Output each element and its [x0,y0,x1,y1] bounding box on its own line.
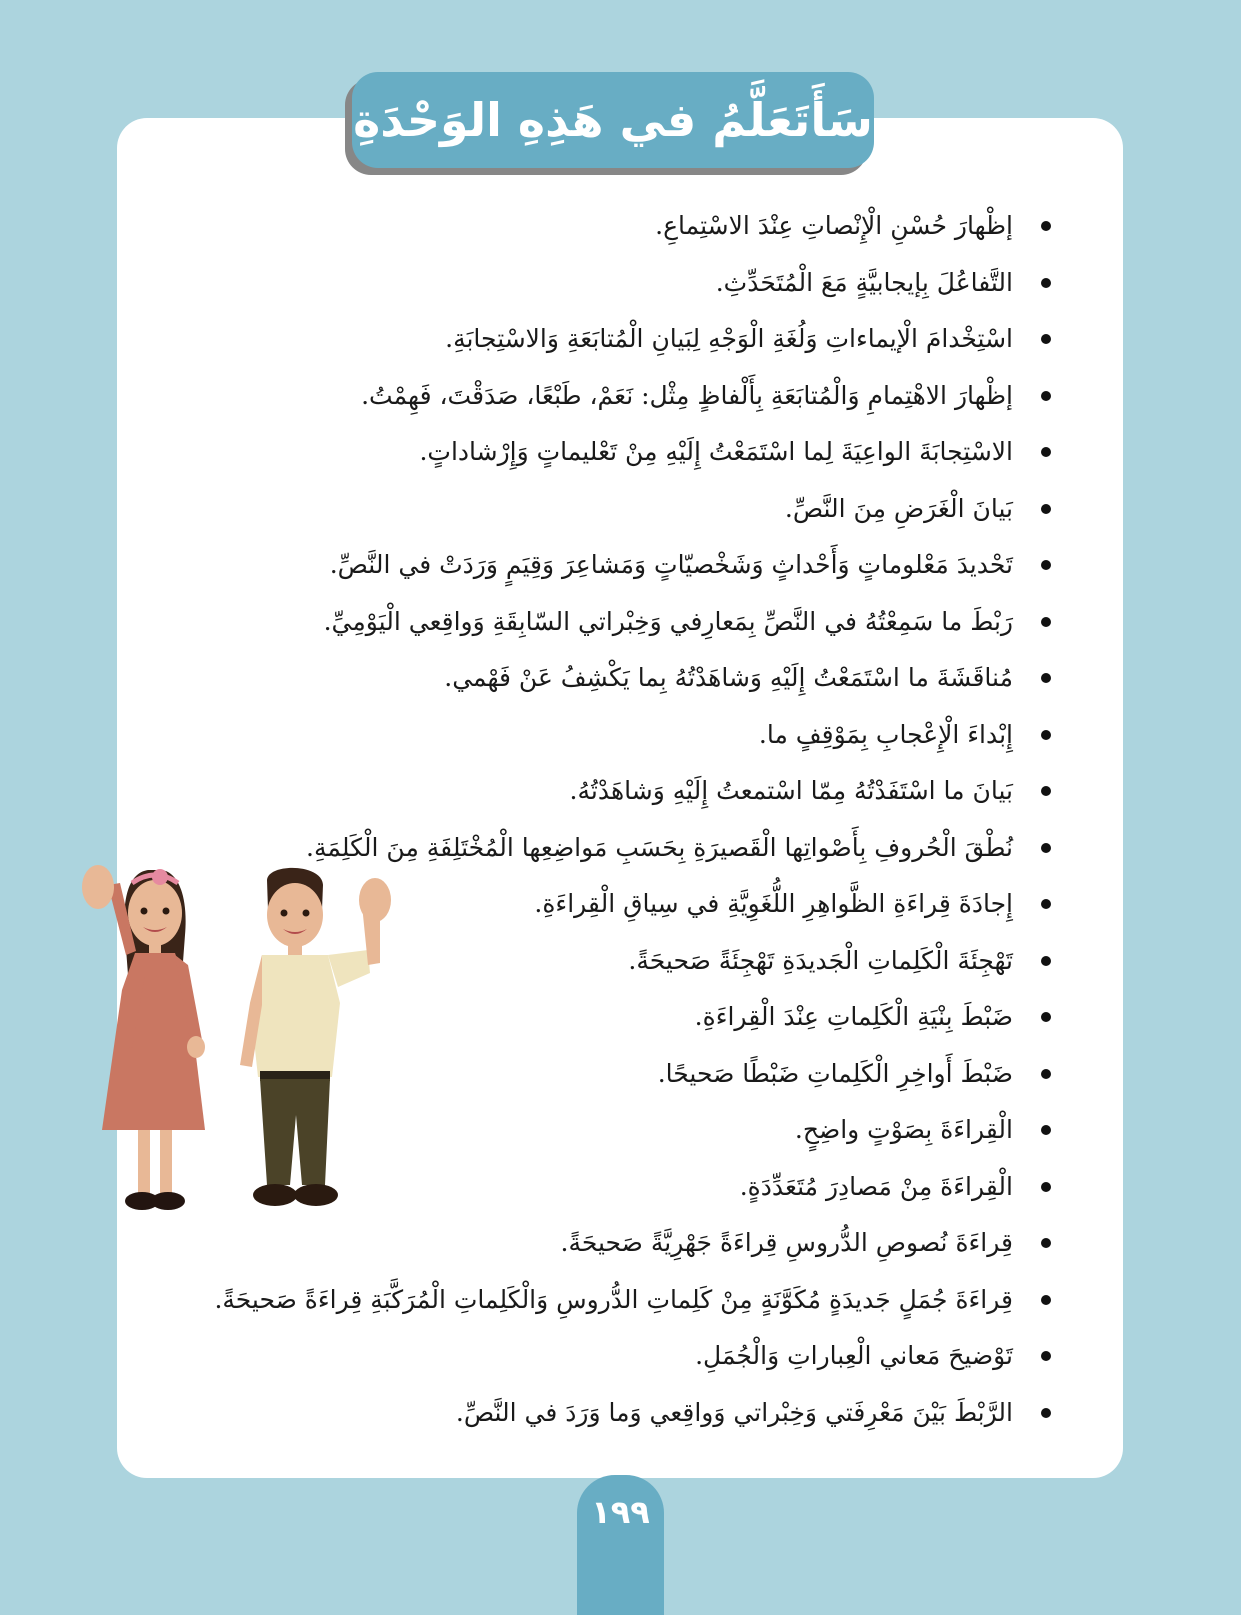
girl-figure [82,865,205,1210]
objective-text: الْقِراءَةَ بِصَوْتٍ واضِحٍ. [794,1115,1013,1144]
bullet-icon [1041,843,1051,853]
unit-title: سَأَتَعَلَّمُ في هَذِهِ الوَحْدَةِ [352,72,874,168]
objective-text: إِجادَةَ قِراءَةِ الظَّواهِرِ اللُّغَوِيَّةِ في سِياقِ الْقِراءَةِ. [534,889,1013,918]
boy-figure [240,868,391,1206]
objective-text: ضَبْطَ بِنْيَةِ الْكَلِماتِ عِنْدَ الْقِراءَةِ. [694,1002,1013,1031]
objective-text: بَيانَ ما اسْتَفَدْتُهُ مِمّا اسْتمعتُ إِلَيْهِ وَشاهَدْتُهُ. [569,776,1013,805]
objective-item [214,707,1051,764]
objective-text: إظْهارَ حُسْنِ الْإِنْصاتِ عِنْدَ الاسْتِماعِ. [655,211,1013,240]
objective-item [214,1272,1051,1329]
objective-text: تَوْضيحَ مَعاني الْعِباراتِ وَالْجُمَلِ. [695,1341,1013,1370]
bullet-icon [1041,1238,1051,1248]
bullet-icon [1041,786,1051,796]
bullet-icon [1041,1125,1051,1135]
bullet-icon [1041,278,1051,288]
objective-text: نُطْقَ الْحُروفِ بِأَصْواتِها الْقَصيرَةِ بِحَسَبِ مَواضِعِها الْمُخْتَلِفَةِ مِنَ الْكَلِمَةِ. [306,832,1013,862]
objective-item [214,763,1051,820]
bullet-icon [1041,221,1051,231]
bullet-icon [1041,730,1051,740]
bullet-icon [1041,1408,1051,1418]
bullet-icon [1041,617,1051,627]
objective-item [214,311,1051,368]
objective-text: قِراءَةَ نُصوصِ الدُّروسِ قِراءَةً جَهْرِيَّةً صَحيحَةً. [560,1228,1013,1257]
objective-item [214,255,1051,312]
bullet-icon [1041,391,1051,401]
page-number: ١٩٩ [577,1475,664,1615]
objective-text: اسْتِخْدامَ الْإيماءاتِ وَلُغَةِ الْوَجْهِ لِبَيانِ الْمُتابَعَةِ وَالاسْتِجابَةِ. [445,324,1013,353]
objective-text: بَيانَ الْغَرَضِ مِنَ النَّصِّ. [784,493,1013,523]
objective-text: قِراءَةَ جُمَلٍ جَديدَةٍ مُكَوَّنَةٍ مِنْ كَلِماتِ الدُّروسِ وَالْكَلِماتِ الْمُرَكَّبَةِ قِراءَةً صَحيحَةً. [214,1284,1013,1314]
bullet-icon [1041,1182,1051,1192]
objective-text: إِبْداءَ الْإِعْجابِ بِمَوْقِفٍ ما. [758,719,1013,749]
bullet-icon [1041,447,1051,457]
bullet-icon [1041,334,1051,344]
objective-text: الْقِراءَةَ مِنْ مَصادِرَ مُتَعَدِّدَةٍ. [739,1171,1013,1201]
objective-text: التَّفاعُلَ بِإيجابيَّةٍ مَعَ الْمُتَحَدِّثِ. [715,267,1013,297]
bullet-icon [1041,1012,1051,1022]
objective-item [214,368,1051,425]
bullet-icon [1041,673,1051,683]
bullet-icon [1041,899,1051,909]
objective-text: الرَّبْطَ بَيْنَ مَعْرِفَتي وَخِبْراتي وَواقِعي وَما وَرَدَ في النَّصِّ. [455,1397,1013,1427]
bullet-icon [1041,1295,1051,1305]
objective-item [214,481,1051,538]
bullet-icon [1041,560,1051,570]
objective-item [214,424,1051,481]
bullet-icon [1041,956,1051,966]
bullet-icon [1041,1069,1051,1079]
objective-text: تَهْجِئَةَ الْكَلِماتِ الْجَديدَةِ تَهْجِئَةً صَحيحَةً. [628,945,1013,975]
objective-item [214,537,1051,594]
objective-item [214,594,1051,651]
learning-objectives-list [214,198,1051,1441]
objective-text: إظْهارَ الاهْتِمامِ وَالْمُتابَعَةِ بِأَلْفاظٍ مِثْل: نَعَمْ، طَبْعًا، صَدَقْتَ، فَهِمْتُ. [361,380,1013,410]
objective-text: ضَبْطَ أَواخِرِ الْكَلِماتِ ضَبْطًا صَحيحًا. [657,1058,1013,1088]
objective-text: رَبْطَ ما سَمِعْتُهُ في النَّصِّ بِمَعارِفي وَخِبْراتي السّابِقَةِ وَواقِعي الْيَوْمِيِّ. [323,606,1013,636]
objective-text: تَحْديدَ مَعْلوماتٍ وَأَحْداثٍ وَشَخْصيّاتٍ وَمَشاعِرَ وَقِيَمٍ وَرَدَتْ في النَّصِّ. [329,550,1013,579]
children-illustration [70,855,440,1250]
objective-text: الاسْتِجابَةَ الواعِيَةَ لِما اسْتَمَعْتُ إِلَيْهِ مِنْ تَعْليماتٍ وَإِرْشاداتٍ. [419,437,1013,466]
objective-item [214,650,1051,707]
bullet-icon [1041,1351,1051,1361]
objective-item [214,1328,1051,1385]
objective-text: مُناقَشَةَ ما اسْتَمَعْتُ إِلَيْهِ وَشاهَدْتُهُ بِما يَكْشِفُ عَنْ فَهْمي. [444,663,1013,692]
objective-item [214,1385,1051,1442]
bullet-icon [1041,504,1051,514]
objective-item [214,198,1051,255]
